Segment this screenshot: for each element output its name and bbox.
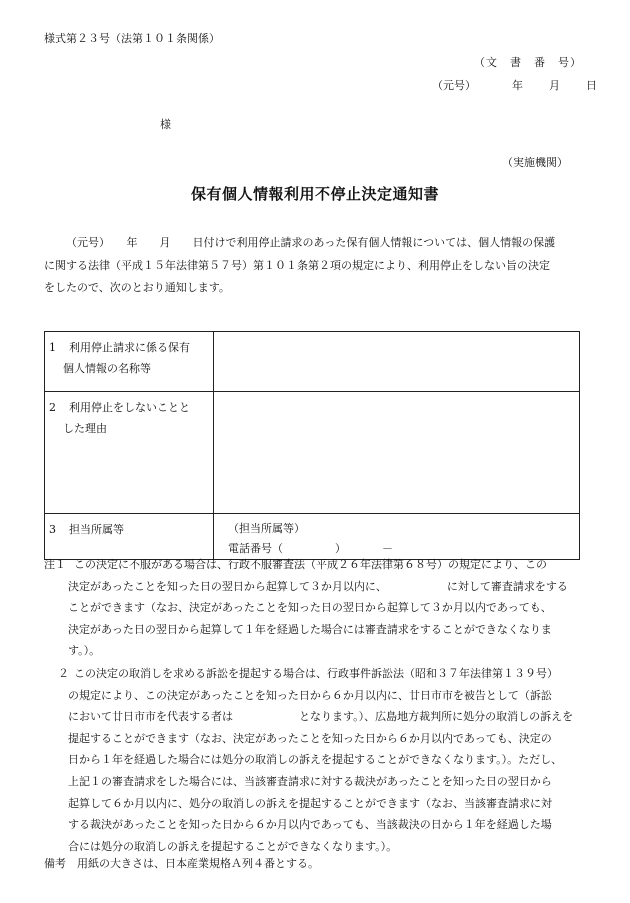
note-2 [44, 663, 592, 857]
note-2-line-2: の規定により、この決定があったことを知った日から６か月以内に、廿日市市を被告として（訴訟 [68, 688, 552, 702]
row1-label-line2: 個人情報の名称等 [63, 362, 151, 375]
phone-dash: － [382, 542, 393, 555]
row2-number: 2 [49, 401, 56, 414]
note-2-label: ２ [58, 666, 69, 680]
row3-value-cell [214, 514, 580, 560]
addressee: 様 [160, 118, 171, 131]
date-year: 年 [512, 79, 523, 92]
body-line-1: （元号） 年 月 日付けで利用停止請求のあった保有個人情報については、個人情報の保護 [66, 236, 556, 249]
page-title: 保有個人情報利用不停止決定通知書 [190, 185, 439, 203]
table-row [45, 392, 580, 514]
date-month: 月 [549, 79, 560, 92]
date-era: （元号） [432, 79, 476, 92]
date-line [432, 77, 597, 93]
note-1 [44, 554, 592, 662]
row1-label-line1: 利用停止請求に係る保有 [69, 341, 190, 354]
row2-label-line2: した理由 [63, 422, 107, 435]
document-number: （文 書 番 号） [474, 56, 582, 69]
date-day: 日 [586, 79, 597, 92]
row2-label-cell [45, 392, 214, 514]
body-paragraph [44, 232, 589, 300]
note-2-line-5: 日から１年を経過した場合には処分の取消しの訴えを提起することができなくなります。）。ただし、 [68, 753, 563, 767]
row3-label: 担当所属等 [69, 523, 124, 536]
note-2-line-6: 上記１の審査請求をした場合には、当該審査請求に対する裁決があったことを知った日の翌日から [68, 774, 552, 788]
agency: （実施機関） [502, 156, 568, 169]
note-1-line-5: す。）。 [68, 644, 101, 658]
note-2-line-9: 合には処分の取消しの訴えを提起することができなくなります。）。 [68, 839, 398, 853]
note-2-line-1: この決定の取消しを求める訴訟を提起する場合は、行政事件訴訟法（昭和３７年法律第１３９号） [74, 666, 558, 680]
row2-label-line1: 利用停止をしないことと [69, 401, 190, 414]
note-2-line-4: 提起することができます（なお、決定があったことを知った日から６か月以内であっても、決定の [68, 731, 552, 745]
note-1-line-2a: 決定があったことを知った日の翌日から起算して３か月以内に、 [68, 579, 387, 593]
remark: 備考 用紙の大きさは、日本産業規格Ａ列４番とする。 [44, 857, 319, 870]
phone-label: 電話番号（ [228, 542, 283, 555]
note-1-label: 注１ [44, 558, 66, 571]
body-line-2: に関する法律（平成１５年法律第５７号）第１０１条第２項の規定により、利用停止をしない旨の決定 [44, 258, 550, 272]
row3-number: 3 [49, 523, 56, 536]
info-table [44, 331, 580, 560]
notes [44, 554, 592, 857]
note-1-line-2b: に対して審査請求をする [446, 579, 568, 593]
note-1-line-4: 決定があった日の翌日から起算して１年を経過した場合には審査請求をすることができなくなりま [68, 622, 552, 636]
row2-value-cell[interactable] [214, 392, 580, 514]
phone-close: ） [335, 542, 346, 555]
row1-label-cell [45, 332, 214, 392]
note-1-line-3: ことができます（なお、決定があったことを知った日の翌日から起算して３か月以内であっても、 [68, 601, 552, 615]
row1-number: 1 [49, 341, 56, 354]
row1-value-cell[interactable] [214, 332, 580, 392]
dept-label: （担当所属等） [228, 522, 305, 535]
row3-label-cell [45, 514, 214, 560]
note-2-line-3a: において廿日市市を代表する者は [68, 710, 233, 724]
form-number: 様式第２３号（法第１０１条関係） [44, 32, 220, 45]
table-row [45, 332, 580, 392]
note-2-line-7: 起算して６か月以内に、処分の取消しの訴えを提起することができます（なお、当該審査請求に対 [68, 796, 552, 810]
note-2-line-8: する裁決があったことを知った日から６か月以内であっても、当該裁決の日から１年を経過した場 [68, 818, 552, 832]
note-2-line-3b: となります。）、広島地方裁判所に処分の取消しの訴えを [299, 710, 574, 724]
table-row [45, 514, 580, 560]
note-1-line-1: この決定に不服がある場合は、行政不服審査法（平成２６年法律第６８号）の規定により、この [74, 558, 547, 571]
body-line-3: をしたので、次のとおり通知します。 [44, 281, 230, 294]
